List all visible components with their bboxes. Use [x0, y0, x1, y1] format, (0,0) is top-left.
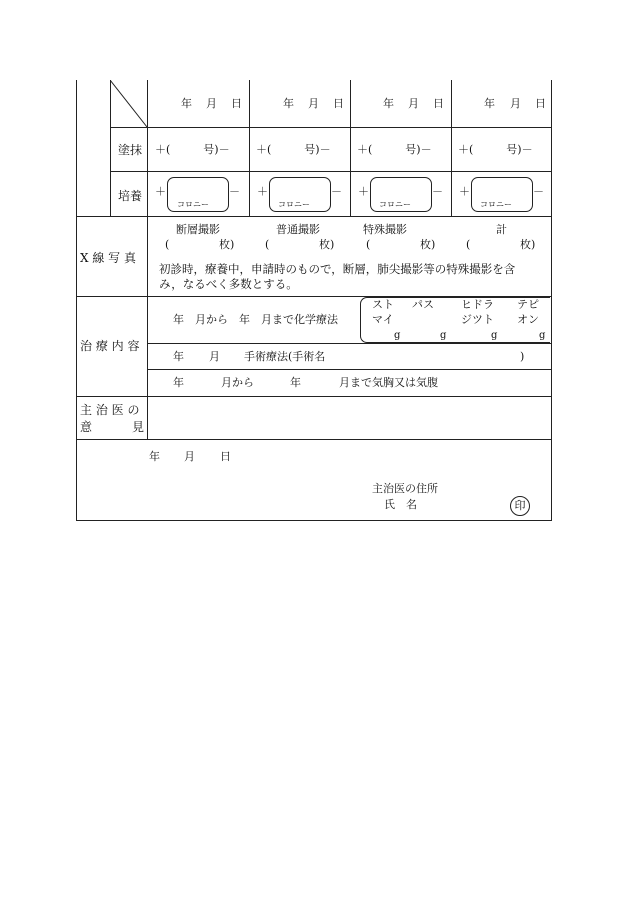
col-line-3 — [350, 80, 351, 216]
surgery-year: 年 — [173, 350, 184, 363]
xray-count-unit-1: 枚) — [219, 238, 235, 251]
drug-unit-2: g — [440, 330, 447, 341]
xray-count-unit-3: 枚) — [420, 238, 436, 251]
row-line-surgery — [147, 369, 552, 370]
col-line-4 — [451, 80, 452, 216]
col-line-2 — [249, 80, 250, 216]
surgery-month: 月 — [209, 350, 220, 363]
pneumo-year-2: 年 — [290, 376, 301, 389]
date-year-4: 年 — [484, 97, 495, 110]
footer-day: 日 — [220, 450, 231, 463]
footer-month: 月 — [184, 450, 195, 463]
date-month-3: 月 — [408, 97, 419, 110]
label-col-line — [147, 80, 148, 439]
border-left — [76, 80, 77, 521]
chemo-period: 年 月から 年 月まで化学療法 — [173, 313, 338, 326]
doctor-address-label: 主治医の住所 — [372, 482, 438, 495]
row-line-date — [110, 127, 552, 128]
row-line-chemo — [147, 343, 552, 344]
smear-cell-4: ＋( 号)－ — [458, 143, 533, 156]
row-line-treatment — [76, 396, 552, 397]
surgery-close: ) — [520, 350, 525, 363]
xray-type-special: 特殊撮影 — [363, 223, 407, 236]
seal-mark — [510, 496, 530, 516]
footer-year: 年 — [149, 450, 160, 463]
drug-pas: パス — [412, 298, 434, 311]
date-year-3: 年 — [383, 97, 394, 110]
treatment-label: 治 療 内 容 — [80, 339, 140, 353]
culture-plus-4: ＋ — [459, 185, 470, 198]
border-bottom — [76, 520, 552, 521]
row-line-opinion — [76, 439, 552, 440]
row-line-culture — [76, 216, 552, 217]
border-right — [551, 80, 552, 521]
culture-plus-2: ＋ — [257, 185, 268, 198]
culture-minus-4: － — [533, 185, 544, 198]
culture-plus-1: ＋ — [155, 185, 166, 198]
seal-text: 印 — [514, 499, 526, 512]
culture-colony-4: コロニー — [480, 200, 512, 209]
pneumo-until: 月まで気胸又は気腹 — [339, 376, 438, 389]
drug-hydrazide-b: ジツト — [461, 313, 494, 326]
culture-colony-2: コロニー — [278, 200, 310, 209]
drug-unit-3: g — [491, 330, 498, 341]
drug-tepion-b: オン — [517, 313, 539, 326]
pneumo-year-1: 年 — [173, 376, 184, 389]
date-year-2: 年 — [283, 97, 294, 110]
xray-type-total: 計 — [496, 223, 507, 236]
date-day-3: 日 — [433, 97, 444, 110]
xray-count-open-3: ( — [366, 238, 371, 251]
doctor-name-label: 氏 名 — [384, 498, 417, 511]
date-year-1: 年 — [181, 97, 192, 110]
xray-count-open-4: ( — [466, 238, 471, 251]
drug-hydrazide-a: ヒドラ — [461, 298, 494, 311]
opinion-label-line1: 主 治 医 の — [80, 403, 140, 417]
culture-plus-3: ＋ — [358, 185, 369, 198]
date-month-4: 月 — [510, 97, 521, 110]
drug-streptomycin-b: マイ — [372, 313, 394, 326]
smear-label: 塗抹 — [118, 143, 143, 157]
xray-count-open-1: ( — [165, 238, 170, 251]
date-month-2: 月 — [308, 97, 319, 110]
culture-label: 培養 — [118, 189, 143, 203]
xray-type-tomography: 断層撮影 — [176, 223, 220, 236]
drug-streptomycin-a: スト — [372, 298, 394, 311]
culture-colony-1: コロニー — [177, 200, 209, 209]
pneumo-from: 月から — [221, 376, 254, 389]
culture-minus-2: － — [331, 185, 342, 198]
drug-tepion-a: テピ — [517, 298, 539, 311]
smear-cell-1: ＋( 号)－ — [155, 143, 230, 156]
date-day-1: 日 — [231, 97, 242, 110]
xray-note-line1: 初診時，療養中，申請時のもので，断層，肺尖撮影等の特殊撮影を含 — [159, 262, 516, 276]
drug-unit-4: g — [539, 330, 546, 341]
xray-type-normal: 普通撮影 — [276, 223, 320, 236]
smear-cell-2: ＋( 号)－ — [256, 143, 331, 156]
date-day-4: 日 — [535, 97, 546, 110]
date-day-2: 日 — [333, 97, 344, 110]
row-line-smear — [110, 171, 552, 172]
culture-minus-3: － — [432, 185, 443, 198]
smear-cell-3: ＋( 号)－ — [357, 143, 432, 156]
opinion-label-line2-b: 見 — [132, 420, 145, 434]
xray-label: X 線 写 真 — [80, 251, 136, 265]
xray-note-line2: み，なるべく多数とする。 — [159, 277, 298, 291]
drug-unit-1: g — [394, 330, 401, 341]
xray-count-unit-2: 枚) — [319, 238, 335, 251]
opinion-label-line2-a: 意 — [80, 420, 93, 434]
culture-minus-1: － — [229, 185, 240, 198]
xray-count-open-2: ( — [265, 238, 270, 251]
date-month-1: 月 — [206, 97, 217, 110]
surgery-text: 手術療法(手術名 — [244, 350, 326, 363]
xray-count-unit-4: 枚) — [520, 238, 536, 251]
culture-colony-3: コロニー — [379, 200, 411, 209]
diagonal-header-cell — [110, 80, 148, 128]
